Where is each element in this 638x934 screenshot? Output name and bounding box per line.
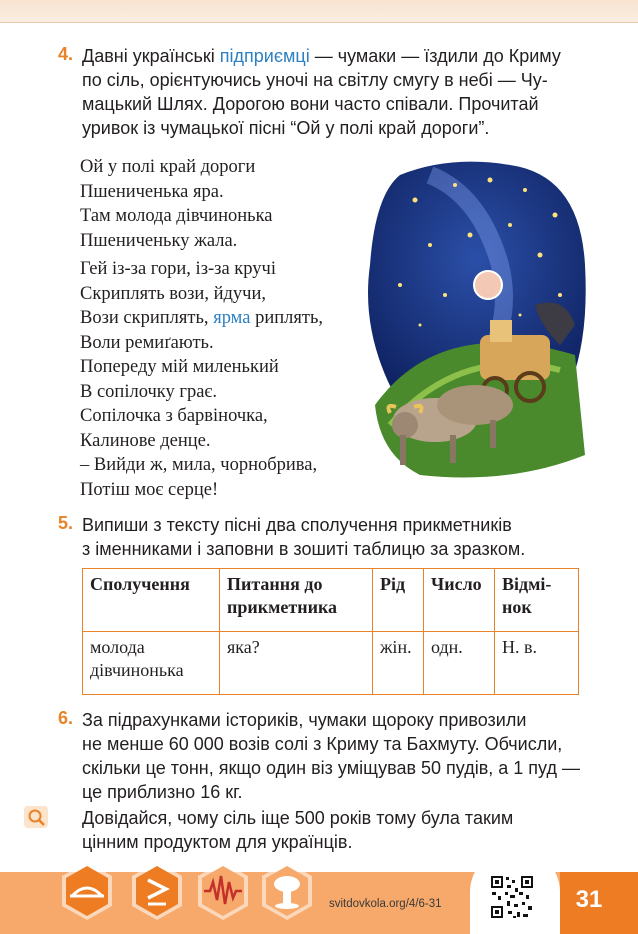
- task-4-line-1: Давні українські підприємці — чумаки — їздили до Криму: [82, 46, 561, 66]
- table-cell: жін.: [373, 632, 424, 695]
- task-6-number: 6.: [58, 708, 74, 728]
- table-header-cell: Питання до прикметника: [220, 569, 373, 632]
- task-5-line-2: з іменниками і заповни в зошиті таблицю за зразком.: [82, 539, 526, 559]
- task-6-text: [82, 708, 582, 804]
- mushroom-cloud-icon: [260, 860, 314, 922]
- table-header-cell: Рід: [373, 569, 424, 632]
- task-5-line-1: Випиши з тексту пісні два сполучення прикметників: [82, 515, 512, 535]
- table-cell: молода дівчинонька: [83, 632, 220, 695]
- poem-line: Пшениченьку жала.: [80, 230, 238, 251]
- footer-url[interactable]: svitdovkola.org/4/6-31: [329, 898, 442, 910]
- poem-stanza-3: [80, 404, 317, 502]
- grammar-table: [82, 568, 579, 695]
- poem-line: Ой у полі край дороги: [80, 157, 256, 177]
- poem-line: Гей із-за гори, із-за кручі: [80, 259, 276, 279]
- table-header-cell: Сполучення: [83, 569, 220, 632]
- task-4-number: 4.: [58, 44, 74, 64]
- table-cell: одн.: [424, 632, 495, 695]
- poem-line: Вози скриплять, ярма риплять,: [80, 308, 324, 328]
- magnifier-icon: [24, 806, 48, 828]
- task-4-line-4: уривок із чумацької пісні “Ой у полі край дороги”.: [82, 118, 490, 138]
- task-6-research-text: [82, 806, 582, 854]
- poem-line: Пшениченька яра.: [80, 181, 224, 202]
- task-5-number: 5.: [58, 513, 74, 533]
- research-line: цінним продуктом для українців.: [82, 832, 353, 852]
- poem-line: Скриплять вози, йдучи,: [80, 283, 266, 304]
- task-5-text: [82, 513, 582, 561]
- task-4-text: [82, 44, 582, 140]
- table-cell: яка?: [220, 632, 373, 695]
- table-row: [83, 632, 579, 695]
- greater-or-equal-icon: [130, 860, 184, 922]
- poem-line: Попереду мій миленький: [80, 357, 279, 377]
- poem-line: Сопілочка з барвіночка,: [80, 406, 268, 426]
- keyword-link[interactable]: підприємці: [219, 46, 310, 66]
- table-header-row: [83, 569, 579, 632]
- poem-line: Там молода дівчинонька: [80, 206, 273, 226]
- sound-wave-icon: [196, 860, 250, 922]
- poem-line: – Вийди ж, мила, чорнобрива,: [80, 455, 318, 475]
- poem-line: В сопілочку грає.: [80, 381, 217, 402]
- poem-stanza-1: [80, 155, 273, 253]
- poem-line: Калинове денце.: [80, 430, 211, 451]
- keyword-link[interactable]: ярма: [213, 308, 251, 328]
- table-header-cell: Відмі-нок: [495, 569, 579, 632]
- research-line: Довідайся, чому сіль іще 500 років тому була таким: [82, 808, 514, 828]
- poem-line: Потіш моє серце!: [80, 479, 219, 500]
- poem-line: Воли ремиґають.: [80, 332, 214, 353]
- task-6-line: не менше 60 000 возів солі з Криму та Бахмуту. Обчисли,: [82, 734, 563, 754]
- page-number: 31: [575, 886, 603, 913]
- task-4-line-3: мацький Шлях. Дорогою вони часто співали. Прочитай: [82, 94, 539, 114]
- task-6-line: це приблизно 16 кг.: [82, 782, 243, 802]
- table-header-cell: Число: [424, 569, 495, 632]
- task-6-line: За підрахунками істориків, чумаки щороку привозили: [82, 710, 527, 730]
- chumaky-illustration: [360, 155, 590, 495]
- task-6-line: скільки це тонн, якщо один віз уміщував 50 пудів, а 1 пуд —: [82, 758, 580, 778]
- poem-stanza-2: [80, 257, 323, 404]
- top-header-bar: [0, 0, 638, 23]
- task-4-line-2: по сіль, орієнтуючись уночі на світлу смугу в небі — Чу-: [82, 70, 548, 90]
- bridge-icon: [60, 860, 114, 922]
- qr-code-icon[interactable]: [489, 874, 535, 920]
- table-cell: Н. в.: [495, 632, 579, 695]
